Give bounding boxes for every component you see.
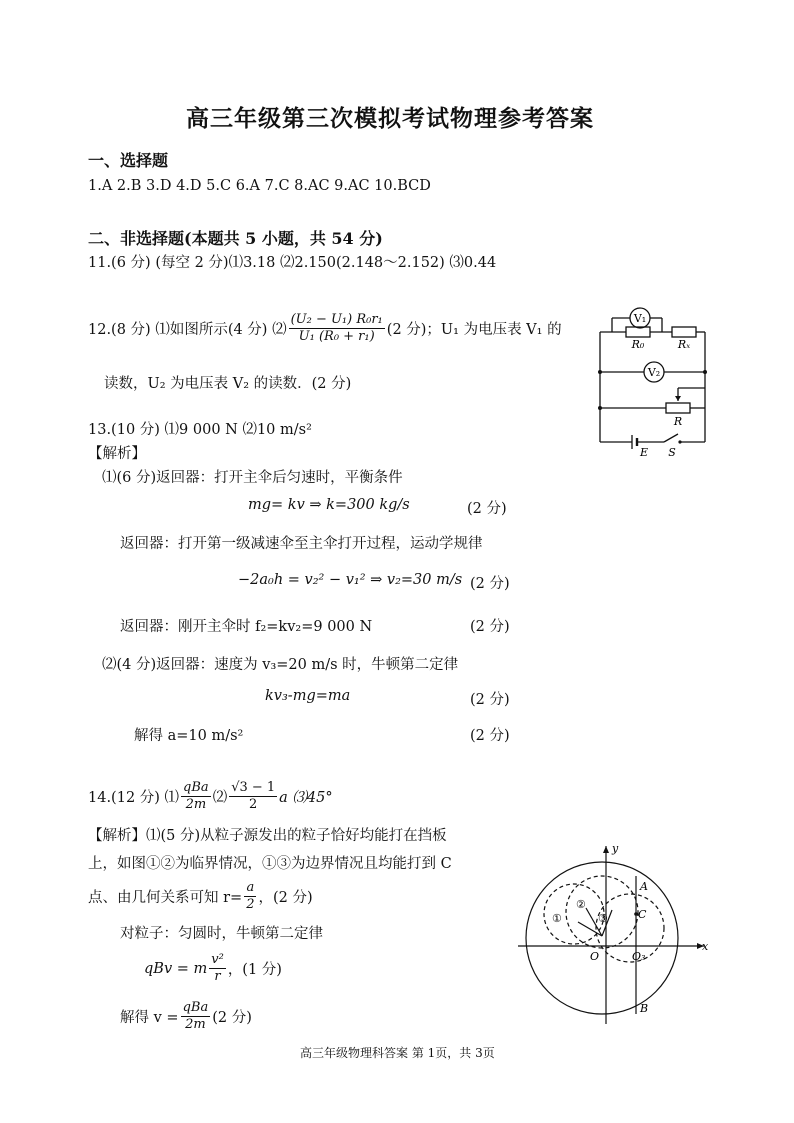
q14-l3-post: ，(2 分) [258,890,313,906]
circle2-label: ② [576,898,586,911]
q13-jiexi: 【解析】 [88,446,146,462]
q13-part4: ⑵(4 分)返回器：速度为 v₃=20 m/s 时，牛顿第二定律 [102,657,459,673]
q12-line1 [88,312,562,345]
q14-l6-post: (2 分) [212,1010,252,1026]
q13-eq1-score: (2 分) [467,501,507,517]
q12-frac-num: (U₂ − U₁) R₀r₁ [290,312,383,327]
q14-line5 [144,952,282,985]
q12-suffix: (2 分)；U₁ 为电压表 V₁ 的 [386,322,562,338]
q13-eq2: −2a₀h = v₂² − v₁² ⇒ v₂=30 m/s [238,572,463,588]
origin-label: O [590,950,600,963]
q13-part3: 返回器：刚开主伞时 f₂=kv₂=9 000 N [120,619,373,635]
q11-answer: 11.(6 分) (每空 2 分)⑴3.18 ⑵2.150(2.148～2.152) ⑶0.44 [88,255,497,271]
q14-frac1-den: 2m [185,797,207,812]
q13-part1: ⑴(6 分)返回器：打开主伞后匀速时，平衡条件 [102,470,403,486]
q14-l3-num: a [246,880,255,895]
q14-frac2-den: 2 [249,797,258,812]
q14-mid: ⑵ [212,790,228,806]
q14-line4: 对粒子：匀圆时，牛顿第二定律 [120,926,323,942]
q14-frac2 [229,780,277,813]
q14-l5-post: ，(1 分) [227,962,282,978]
q12-line2: 读数，U₂ 为电压表 V₂ 的读数．(2 分) [104,376,352,392]
rx-label: Rₓ [677,338,691,351]
section1-heading: 一、选择题 [88,151,169,170]
q14-l5-pre: qBv = m [144,960,208,977]
q14-line6 [120,1000,252,1033]
q13-eq1: mg= kv ⇒ k=300 kg/s [248,497,410,513]
q13-eq4-score: (2 分) [470,692,510,708]
q14-l3-den: 2 [246,897,255,912]
q14-l6-pre: 解得 v = [120,1010,179,1026]
q12-frac-den: U₁ (R₀ + r₁) [298,329,375,344]
point-b-label: B [640,1002,649,1015]
circle3-label: ③ [598,912,608,925]
q13-part2: 返回器：打开第一级减速伞至主伞打开过程，运动学规律 [120,536,483,552]
q13-result: 解得 a=10 m/s² [134,728,244,744]
q13-answer: 13.(10 分) ⑴9 000 N ⑵10 m/s² [88,422,312,438]
q14-prefix: 14.(12 分) ⑴ [88,790,180,806]
r-label: R [673,415,683,428]
q14-line1: 【解析】⑴(5 分)从粒子源发出的粒子恰好均能打在挡板 [88,828,447,844]
y-axis-label: y [612,842,619,855]
q13-eq2-score: (2 分) [470,576,510,592]
point-a-label: A [640,880,648,893]
point-c-label: C [638,908,647,921]
s-label: S [668,446,676,458]
q13-eq5-score: (2 分) [470,728,510,744]
choice-answers: 1.A 2.B 3.D 4.D 5.C 6.A 7.C 8.AC 9.AC 10.BCD [88,178,431,194]
q14-l6-num: qBa [182,1000,209,1015]
r0-label: R₀ [631,338,645,351]
section2-heading: 二、非选择题(本题共 5 小题，共 54 分) [88,229,383,248]
q14-l3-pre: 点、由几何关系可知 r= [88,890,243,906]
q14-l5-frac [209,952,226,985]
v2-label: V₂ [647,366,661,379]
q14-frac2-num: √3 − 1 [231,780,276,795]
q12-prefix: 12.(8 分) ⑴如图所示(4 分) ⑵ [88,322,287,338]
o3-label: O₃ [632,950,646,963]
q14-answer [88,780,333,813]
v1-label: V₁ [633,312,647,325]
q14-l6-den: 2m [185,1017,206,1032]
page-footer: 高三年级物理科答案 第 1页，共 3页 [300,1046,495,1060]
circle1-label: ① [552,912,562,925]
circuit-diagram [592,304,712,458]
e-label: E [639,446,649,458]
x-axis-label: x [702,940,709,953]
q14-frac1 [181,780,211,813]
q14-frac1-num: qBa [183,780,209,795]
q14-l6-frac [181,1000,211,1033]
q14-l3-frac [244,880,256,913]
q14-line2: 上，如图①②为临界情况，①③为边界情况且均能打到 C [88,856,452,872]
q14-line3 [88,880,313,913]
q14-mid2: a ⑶45° [279,790,333,806]
q14-l5-num: v² [211,952,224,967]
circle-figure [512,838,718,1028]
page-title: 高三年级第三次模拟考试物理参考答案 [186,105,594,132]
q13-eq4: kv₃-mg=ma [265,688,351,704]
q14-l5-den: r [214,969,221,984]
q12-fraction [289,312,385,345]
q13-eq3-score: (2 分) [470,619,510,635]
